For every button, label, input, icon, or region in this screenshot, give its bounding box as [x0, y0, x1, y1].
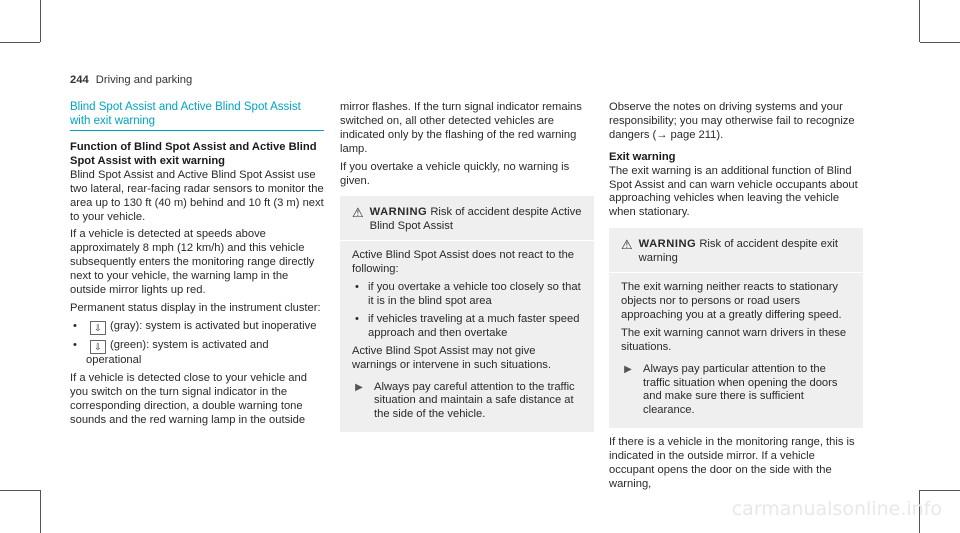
- paragraph: Blind Spot Assist and Active Blind Spot Assist use two lateral, rear-facing radar sensors to monitor the area up to 130 ft (40 m) behind and 10 ft (3 m) next to your vehicle.: [70, 168, 324, 223]
- crop-mark: [40, 490, 41, 533]
- blind-spot-status-icon: ⇩: [90, 321, 106, 335]
- paragraph: If you overtake a vehicle quickly, no warning is given.: [340, 160, 570, 187]
- list-item: [70, 320, 324, 335]
- paragraph: Observe the notes on driving systems and your responsibility; you may otherwise fail to recognize dangers (→ page 211).: [609, 101, 855, 141]
- column-2: [340, 101, 594, 440]
- divider: [609, 272, 863, 273]
- action-item: [352, 381, 582, 423]
- list-item-text: if vehicles traveling at a much faster speed approach and then overtake: [368, 312, 580, 339]
- paragraph: Active Blind Spot Assist does not react to the following:: [352, 249, 575, 276]
- list-item-text: (green): system is activated and operational: [86, 338, 269, 366]
- page-header: [70, 74, 192, 88]
- bullet: •: [355, 281, 359, 294]
- paragraph: Active Blind Spot Assist may not give warnings or intervene in such situations.: [352, 344, 551, 371]
- action-text: Always pay particular attention to the traffic situation when opening the doors and make sure there is sufficient clearance.: [643, 362, 838, 417]
- bullet: •: [73, 338, 77, 351]
- bullet: •: [355, 312, 359, 325]
- section-title: Blind Spot Assist and Active Blind Spot Assist with exit warning: [70, 101, 301, 127]
- crop-mark: [920, 490, 960, 491]
- list-item-text: (gray): system is activated but inoperative: [110, 319, 317, 332]
- bullet: •: [73, 319, 77, 332]
- warning-label: WARNING: [638, 238, 697, 251]
- paragraph: The exit warning cannot warn drivers in these situations.: [621, 326, 847, 353]
- blind-spot-status-icon: ⇩: [90, 340, 106, 354]
- list-item: [352, 313, 582, 341]
- warning-label: WARNING: [369, 206, 428, 219]
- play-arrow-icon: ▶: [355, 381, 363, 393]
- watermark: carmanualsonline.info: [731, 498, 942, 520]
- paragraph: The exit warning neither reacts to stationary objects nor to persons or road users approaching you at a greatly differing speed.: [621, 281, 842, 321]
- column-1: [70, 101, 324, 431]
- section-name: Driving and parking: [95, 74, 193, 86]
- crop-mark: [920, 42, 960, 43]
- column-3: [609, 101, 863, 496]
- subheading: Function of Blind Spot Assist and Active Blind Spot Assist with exit warning: [70, 141, 317, 167]
- list-item: [352, 281, 582, 309]
- paragraph: mirror flashes. If the turn signal indicator remains switched on, all other detected vehicles are indicated only by the flashing of the red warning lamp.: [340, 101, 582, 155]
- warning-box: [340, 196, 594, 432]
- paragraph: If a vehicle is detected at speeds above approximately 8 mph (12 km/h) and this vehicle subsequently enters the monitoring range directly next to your vehicle, the warning lamp in the outside mirror lights up red.: [70, 228, 315, 297]
- crop-mark: [0, 490, 40, 491]
- warning-box: [609, 228, 863, 428]
- warning-heading: Risk of accident despite Active Blind Spot Assist: [369, 206, 582, 233]
- paragraph: If there is a vehicle in the monitoring range, this is indicated in the outside mirror. If a vehicle occupant opens the door on the side with the warning,: [609, 436, 855, 490]
- play-arrow-icon: ▶: [624, 363, 632, 375]
- crop-mark: [919, 0, 920, 42]
- warning-header: [352, 206, 582, 234]
- divider: [340, 240, 594, 241]
- paragraph: If a vehicle is detected close to your vehicle and you switch on the turn signal indicator in the corresponding direction, a double warning tone sounds and the red warning lamp in the outside: [70, 371, 307, 426]
- triangle-warning-icon: ⚠: [352, 205, 364, 221]
- section-title-block: [70, 101, 324, 131]
- paragraph: The exit warning is an additional function of Blind Spot Assist and can warn vehicle occupants about approaching vehicles when leaving the vehicle when stationary.: [609, 164, 858, 219]
- triangle-warning-icon: ⚠: [621, 237, 633, 253]
- subheading: Exit warning: [609, 150, 676, 163]
- paragraph: Permanent status display in the instrument cluster:: [70, 301, 321, 314]
- warning-header: [621, 238, 851, 266]
- crop-mark: [40, 0, 41, 42]
- page-number: 244: [70, 74, 89, 86]
- warning-heading: Risk of accident despite exit warning: [638, 238, 839, 265]
- action-text: Always pay careful attention to the traffic situation and maintain a safe distance at the side of the vehicle.: [374, 380, 575, 421]
- list-item-text: if you overtake a vehicle too closely so that it is in the blind spot area: [368, 281, 581, 307]
- list-item: [70, 339, 324, 368]
- crop-mark: [0, 42, 40, 43]
- action-item: [621, 363, 851, 419]
